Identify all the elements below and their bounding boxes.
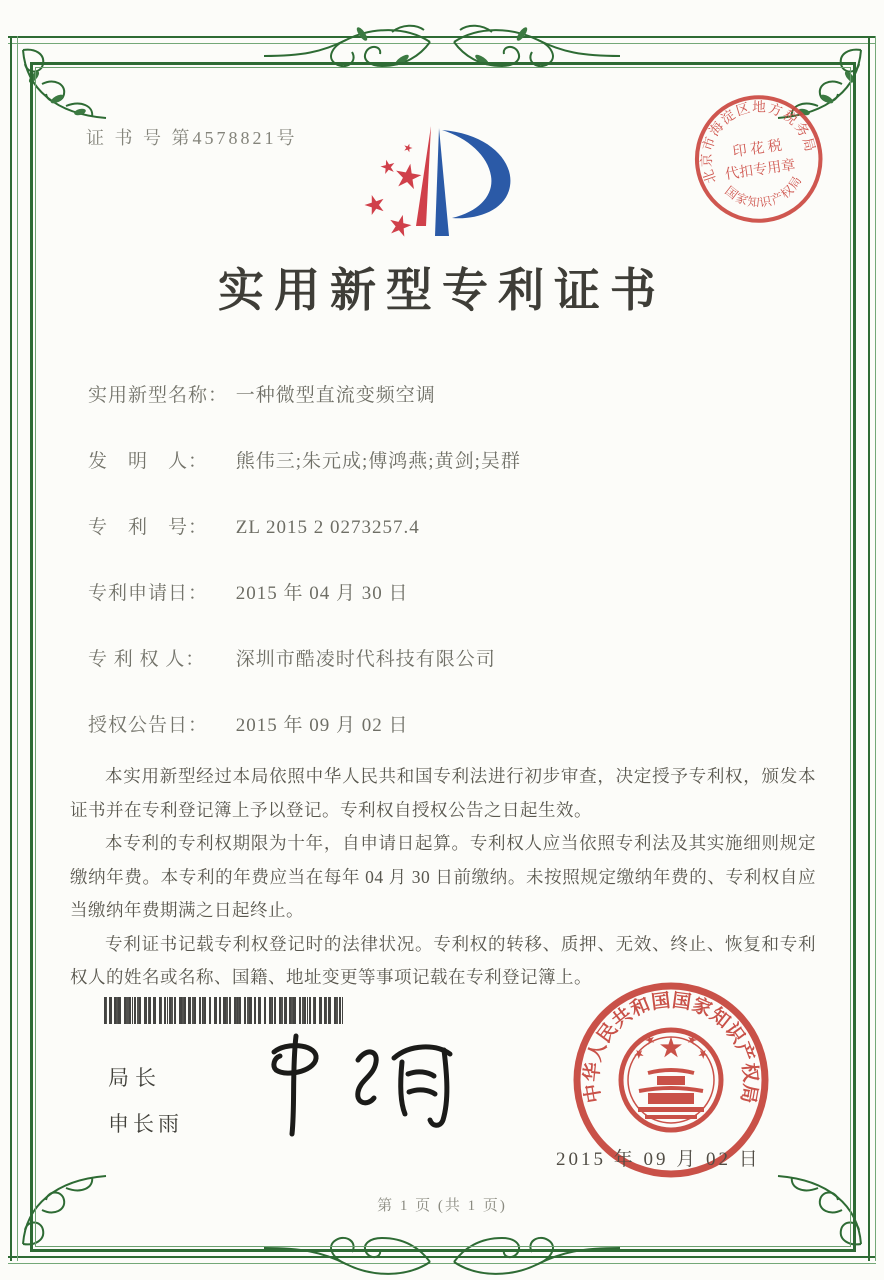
issue-date: 2015 年 09 月 02 日 [556,1149,761,1170]
field-value: ZL 2015 2 0273257.4 [235,517,420,538]
field-label: 专 利 号： [88,517,209,538]
field-patentee [88,644,788,668]
page-number-footer: 第 1 页 (共 1 页) [377,1198,507,1214]
field-patent-number [88,512,788,536]
director-title-label: 局长 [108,1066,162,1090]
certificate-number: 证 书 号 第4578821号 [86,128,298,148]
field-value: 深圳市酷凌时代科技有限公司 [235,649,496,670]
certificate-fields [88,380,788,776]
cnipa-logo-icon [338,114,564,264]
field-utility-model-name [88,380,788,404]
tax-stamp-seal [672,70,845,252]
field-label: 发 明 人： [88,451,209,472]
director-name: 申长雨 [108,1112,183,1136]
field-value: 2015 年 09 月 02 日 [235,715,409,736]
field-inventors [88,446,788,470]
border-right-line [868,36,876,1261]
field-grant-date [88,710,788,734]
field-filing-date [88,578,788,602]
legal-paragraph: 专利证书记载专利权登记时的法律状况。专利权的转移、质押、无效、终止、恢复和专利权人的姓名或名称、国籍、地址变更等事项记载在专利登记簿上。 [70,933,816,987]
field-label: 专 利 权 人： [88,649,206,670]
main-seal-ring-text: 中华人民共和国国家知识产权局 [581,990,761,1106]
field-label: 实用新型名称： [88,385,229,406]
certificate-title: 实用新型专利证书 [218,265,666,316]
legal-text [70,760,816,995]
legal-paragraph: 本专利的专利权期限为十年，自申请日起算。专利权人应当依照专利法及其实施细则规定缴纳年费。本专利的年费应当在每年 04 月 30 日前缴纳。未按照规定缴纳年费的、专利权自应当缴纳年费期满之日起终止。 [70,833,816,920]
field-value: 2015 年 04 月 30 日 [235,583,409,604]
tax-seal-center-line2: 代扣专用章 [724,157,797,183]
field-label: 专利申请日： [88,583,209,604]
border-left-line [10,36,18,1261]
tax-seal-center-line1: 印 花 税 [731,137,783,161]
tax-seal-bottom-text: 国家知识产权局 [722,173,805,210]
director-signature-handwriting [236,1020,474,1148]
field-value: 熊伟三;朱元成;傅鸿燕;黄剑;吴群 [235,451,521,472]
field-value: 一种微型直流变频空调 [235,385,436,406]
legal-paragraph: 本实用新型经过本局依照中华人民共和国专利法进行初步审查，决定授予专利权，颁发本证书并在专利登记簿上予以登记。专利权自授权公告之日起生效。 [70,766,816,820]
field-label: 授权公告日： [88,715,209,736]
national-emblem-icon [621,1030,721,1130]
tax-seal-top-text: 北京市海淀区地方税务局 [699,99,819,186]
